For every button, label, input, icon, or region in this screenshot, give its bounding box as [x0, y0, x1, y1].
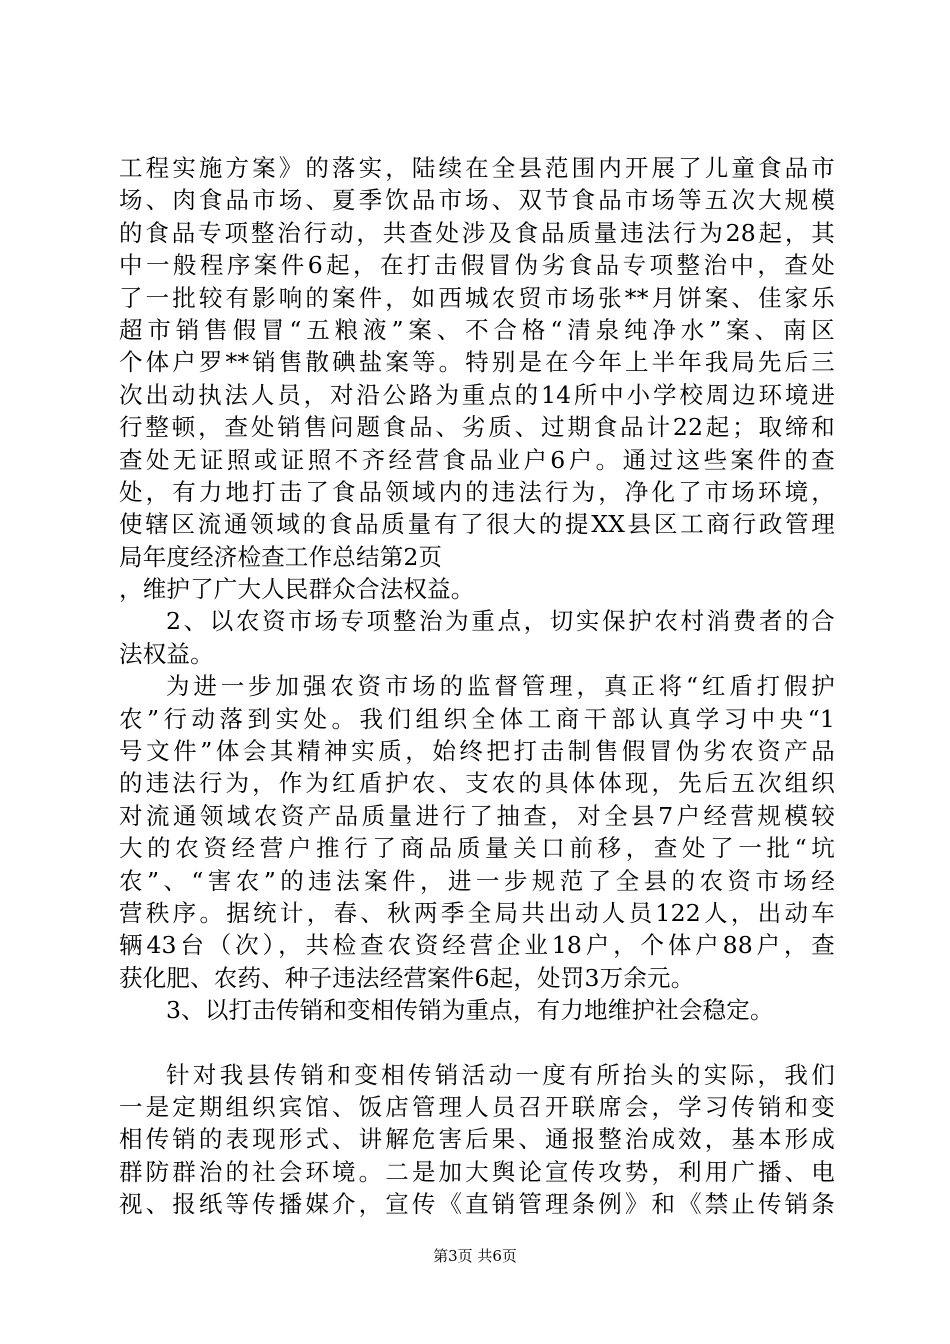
heading-3 — [119, 994, 835, 1026]
text-line: 大的农资经营户推行了商品质量关口前移，查处了一批“坑 — [119, 834, 835, 863]
text-line: 营秩序。据统计，春、秋两季全局共出动人员122人，出动车 — [119, 898, 835, 927]
text-line: 为进一步加强农资市场的监督管理，真正将“红盾打假护 — [166, 672, 835, 701]
text-line: 工程实施方案》的落实，陆续在全县范围内开展了儿童食品市 — [119, 154, 835, 182]
page-footer — [0, 1246, 950, 1266]
heading-2 — [119, 605, 835, 670]
text-line: 查处无证照或证照不齐经营食品业户6户。通过这些案件的查 — [119, 445, 835, 474]
text-line: 场、肉食品市场、夏季饮品市场、双节食品市场等五次大规模 — [119, 186, 835, 215]
text-line: 的违法行为，作为红盾护农、支农的具体体现，先后五次组织 — [119, 769, 835, 798]
text-line: 视、报纸等传播媒介，宣传《直销管理条例》和《禁止传销条 — [119, 1190, 835, 1219]
text-line: 针对我县传销和变相传销活动一度有所抬头的实际，我们 — [166, 1060, 835, 1089]
text-line: 的食品专项整治行动，共查处涉及食品质量违法行为28起，其 — [119, 218, 835, 247]
text-line: 处，有力地打击了食品领域内的违法行为，净化了市场环境， — [119, 477, 835, 506]
document-body — [119, 152, 835, 1221]
section-heading-line: 2、以农资市场专项整治为重点，切实保护农村消费者的合 — [166, 607, 835, 636]
paragraph-spacer — [119, 1027, 835, 1059]
text-line: 对流通领域农资产品质量进行了抽查，对全县7户经营规模较 — [119, 801, 835, 830]
text-line: 获化肥、农药、种子违法经营案件6起，处罚3万余元。 — [119, 963, 695, 992]
text-line: 农”、“害农”的违法案件，进一步规范了全县的农资市场经 — [119, 866, 835, 895]
text-line: 局年度经济检查工作总结第2页 — [119, 542, 443, 571]
text-line: 农”行动落到实处。我们组织全体工商干部认真学习中央“1 — [119, 704, 835, 733]
text-line: 个体户罗**销售散碘盐案等。特别是在今年上半年我局先后三 — [119, 348, 835, 377]
paragraph-3 — [119, 1059, 835, 1221]
text-line: 相传销的表现形式、讲解危害后果、通报整治成效，基本形成 — [119, 1125, 835, 1154]
text-line: 一是定期组织宾馆、饭店管理人员召开联席会，学习传销和变 — [119, 1092, 835, 1121]
text-line: 辆43台（次），共检查农资经营企业18户，个体户88户，查 — [119, 931, 835, 960]
text-line: ，维护了广大人民群众合法权益。 — [119, 575, 475, 604]
text-line: 行整顿，查处销售问题食品、劣质、过期食品计22起；取缔和 — [119, 413, 835, 442]
text-line: 超市销售假冒“五粮液”案、不合格“清泉纯净水”案、南区 — [119, 315, 835, 344]
text-line: 群防群治的社会环境。二是加大舆论宣传攻势，利用广播、电 — [119, 1157, 835, 1186]
text-line: 使辖区流通领域的食品质量有了很大的提XX县区工商行政管理 — [119, 510, 835, 539]
text-line: 号文件”体会其精神实质，始终把打击制售假冒伪劣农资产品 — [119, 737, 835, 766]
text-line: 次出动执法人员，对沿公路为重点的14所中小学校周边环境进 — [119, 380, 835, 409]
text-line: 中一般程序案件6起，在打击假冒伪劣食品专项整治中，查处 — [119, 251, 835, 280]
text-line: 了一批较有影响的案件，如西城农贸市场张**月饼案、佳家乐 — [119, 283, 835, 312]
paragraph-1 — [119, 152, 835, 605]
section-heading-line: 3、以打击传销和变相传销为重点，有力地维护社会稳定。 — [166, 996, 774, 1025]
section-heading-line: 法权益。 — [119, 639, 214, 668]
page-number-label: 第3页 共6页 — [433, 1247, 517, 1265]
paragraph-2 — [119, 670, 835, 994]
